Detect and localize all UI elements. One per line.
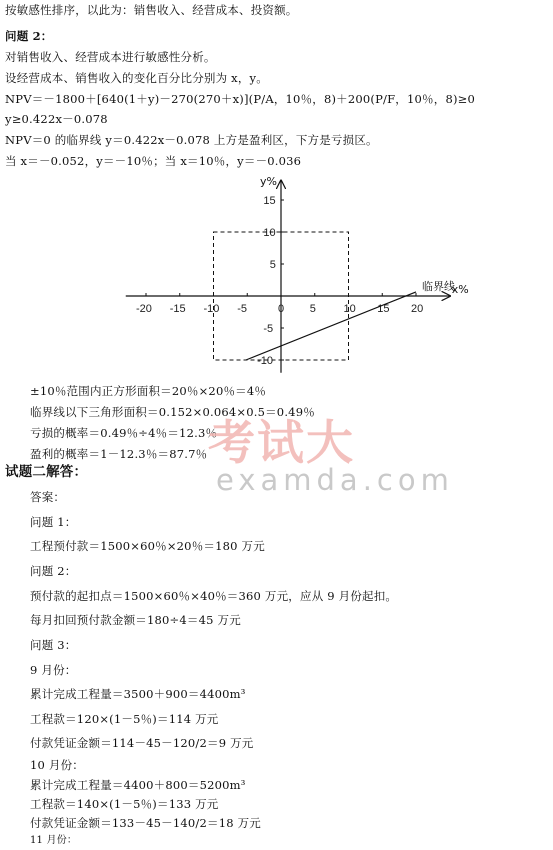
month-10-volume: 累计完成工程量＝4400＋800＝5200m³	[30, 778, 246, 792]
advance-payment: 工程预付款＝1500×60％×20％＝180 万元	[30, 539, 265, 553]
y-tick-label: 5	[269, 259, 276, 271]
text-line-sort-order: 按敏感性排序，以此为：销售收入、经营成本、投资额。	[5, 3, 298, 17]
x-tick-label: -20	[136, 303, 152, 315]
y-axis-label: y%	[260, 174, 277, 188]
question-2-label: 问题 2：	[5, 29, 53, 43]
y-tick-label: 15	[263, 195, 276, 207]
x-tick-label: -15	[169, 303, 186, 315]
month-10-payment: 工程款＝140×(1－5％)＝133 万元	[30, 797, 219, 811]
month-9-voucher: 付款凭证金额＝114－45－120/2＝9 万元	[30, 736, 254, 750]
profit-probability: 盈利的概率＝1－12.3％＝87.7％	[30, 447, 208, 461]
loss-probability: 亏损的概率＝0.49％÷4％＝12.3％	[30, 426, 218, 440]
sensitivity-chart	[0, 155, 553, 385]
values-text: 当 x＝－0.052，y＝－10％；当 x＝10％，y＝－0.036	[5, 154, 302, 168]
y-tick-label: -10	[257, 355, 274, 367]
month-9-label: 9 月份：	[30, 663, 77, 677]
question-3-label: 问题 3：	[30, 638, 77, 652]
x-tick-label: 20	[411, 303, 424, 315]
critical-line-text: NPV＝0 的临界线 y＝0.422x－0.078 上方是盈利区，下方是亏损区。	[5, 133, 378, 147]
y-tick-label: 10	[263, 227, 276, 239]
month-11-label: 11 月份：	[30, 835, 78, 846]
watermark-logo: 考试大	[208, 416, 355, 471]
x-tick-label: 10	[343, 303, 356, 315]
x-tick-label: 15	[377, 303, 390, 315]
month-10-label: 10 月份：	[30, 758, 84, 772]
y-tick-label: -5	[263, 323, 274, 335]
triangle-area: 临界线以下三角形面积＝0.152×0.064×0.5＝0.49％	[30, 405, 315, 419]
month-9-payment: 工程款＝120×(1－5％)＝114 万元	[30, 712, 219, 726]
x-tick-label: 5	[309, 303, 316, 315]
x-axis-label: x%	[451, 283, 469, 296]
critical-line-annotation: 临界线	[422, 279, 455, 293]
text-line-variables: 设经营成本、销售收入的变化百分比分别为 x，y。	[5, 71, 268, 85]
inequality: y≥0.422x－0.078	[5, 112, 108, 126]
x-tick-label: -10	[203, 303, 220, 315]
monthly-deduction: 每月扣回预付款金额＝180÷4＝45 万元	[30, 613, 241, 627]
answer-label: 答案：	[30, 490, 66, 504]
section-title: 试题二解答：	[5, 464, 88, 480]
square-area: ±10％范围内正方形面积＝20％×20％＝4％	[30, 384, 267, 398]
text-line-analysis: 对销售收入、经营成本进行敏感性分析。	[5, 50, 216, 64]
x-tick-label: 0	[278, 303, 285, 315]
month-10-voucher: 付款凭证金额＝133－45－140/2＝18 万元	[30, 816, 262, 830]
question-2b-label: 问题 2：	[30, 564, 77, 578]
x-tick-label: -5	[237, 303, 248, 315]
month-9-volume: 累计完成工程量＝3500＋900＝4400m³	[30, 687, 246, 701]
deduction-start: 预付款的起扣点＝1500×60％×40％＝360 万元，应从 9 月份起扣。	[30, 589, 398, 603]
watermark-url: examda.com	[216, 463, 454, 497]
npv-formula: NPV＝－1800＋[640(1＋y)－270(270＋x)](P/A，10％，8)＋200(P/F，10％，8)≥0	[5, 92, 475, 106]
question-1-label: 问题 1：	[30, 515, 77, 529]
